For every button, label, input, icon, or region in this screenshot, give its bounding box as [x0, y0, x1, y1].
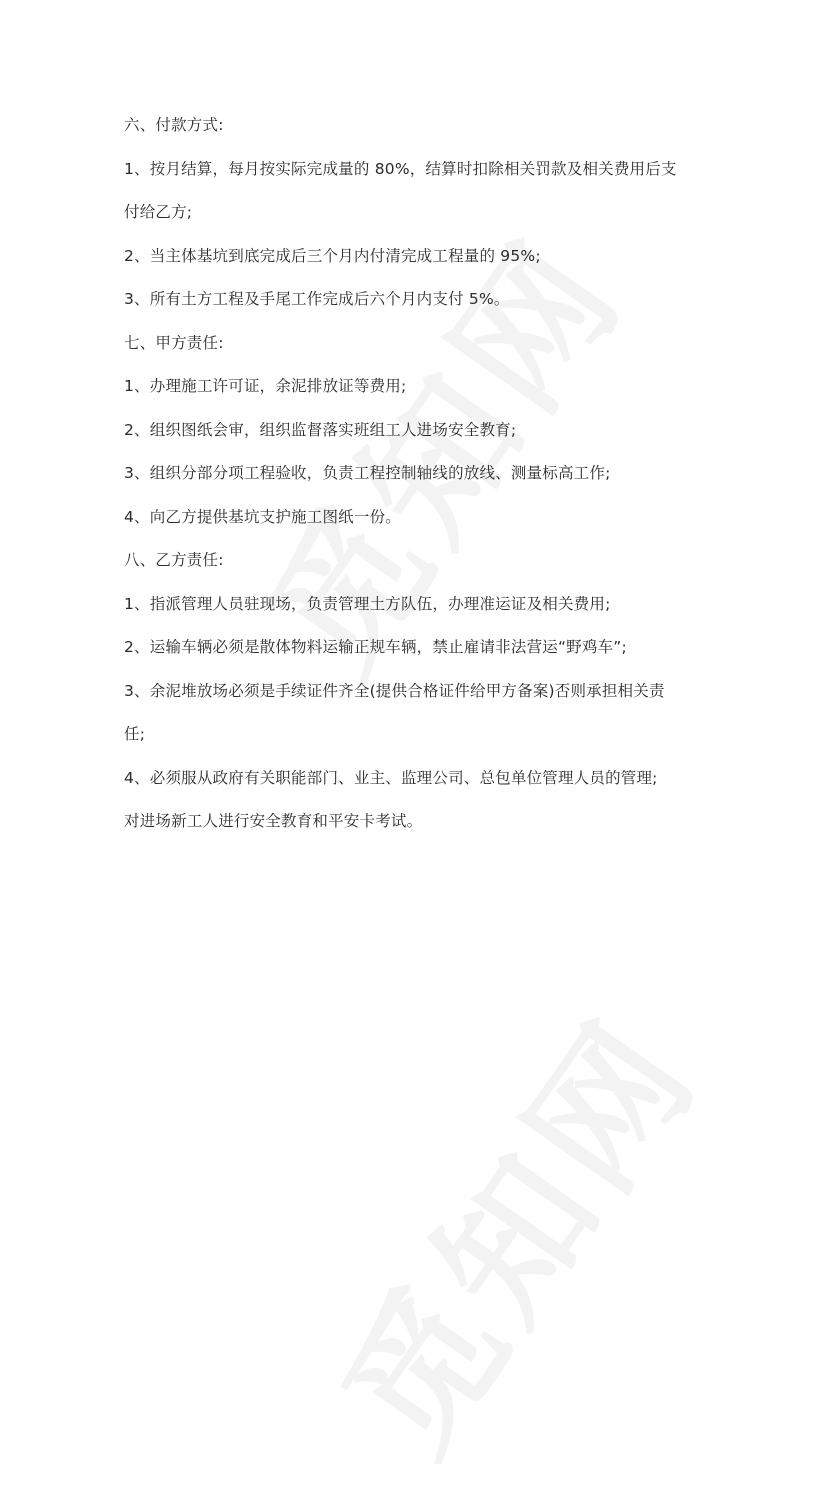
party-b-clause-1: 1、指派管理人员驻现场，负责管理土方队伍，办理准运证及相关费用; — [124, 594, 611, 613]
party-a-clause-3: 3、组织分部分项工程验收，负责工程控制轴线的放线、测量标高工作; — [124, 464, 611, 482]
party-a-clause-4: 4、向乙方提供基坑支护施工图纸一份。 — [124, 507, 401, 526]
party-a-clause-1: 1、办理施工许可证，余泥排放证等费用; — [124, 377, 407, 395]
payment-clause-1-cont: 付给乙方; — [124, 203, 193, 221]
party-b-clause-4-cont: 对进场新工人进行安全教育和平安卡考试。 — [124, 812, 423, 830]
party-a-clause-2: 2、组织图纸会审，组织监督落实班组工人进场安全教育; — [124, 420, 517, 439]
party-b-clause-2: 2、运输车辆必须是散体物料运输正规车辆，禁止雇请非法营运“野鸡车”; — [124, 638, 627, 656]
payment-clause-1: 1、按月结算，每月按实际完成量的 80%，结算时扣除相关罚款及相关费用后支 — [124, 159, 677, 178]
party-b-clause-3: 3、余泥堆放场必须是手续证件齐全(提供合格证件给甲方备案)否则承担相关责 — [124, 681, 665, 700]
party-b-clause-3-cont: 任; — [124, 725, 146, 743]
section-heading-party-b: 八、乙方责任: — [124, 551, 224, 569]
watermark — [284, 969, 736, 1486]
party-b-clause-4: 4、必须服从政府有关职能部门、业主、监理公司、总包单位管理人员的管理; — [124, 768, 658, 787]
document-body — [124, 110, 724, 850]
payment-clause-3: 3、所有土方工程及手尾工作完成后六个月内支付 5%。 — [124, 290, 510, 308]
section-heading-payment: 六、付款方式: — [124, 116, 224, 134]
section-heading-party-a: 七、甲方责任: — [124, 333, 224, 352]
payment-clause-2: 2、当主体基坑到底完成后三个月内付清完成工程量的 95%; — [124, 246, 541, 265]
